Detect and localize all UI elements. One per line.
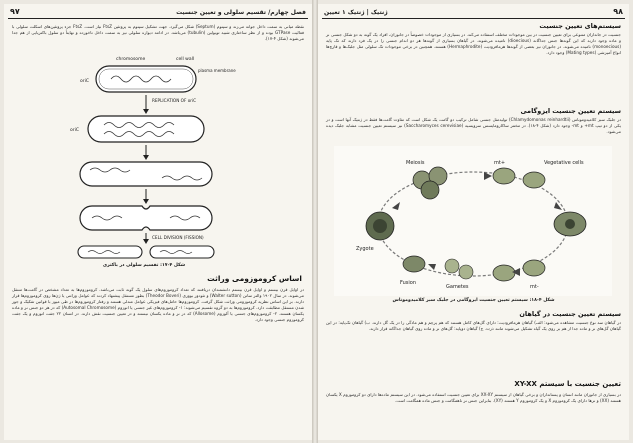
zygote-label: Zygote [356,246,374,252]
replication-label: REPLICATION OF oriC [152,98,197,103]
section-heading-sex-systems: سیستم‌های تعیین جنسیت [539,22,621,30]
vegetative-cell-minus-2 [493,265,515,281]
plasma-membrane-label: plasma membrane [198,68,236,73]
section-heading-xy-xx: تعیین جنسیت با سیستم XY-XX [514,380,621,388]
replicating-cell [88,116,204,142]
page-number-right: ۹۸ [613,7,623,16]
section1-paragraph: جنسیت در جانداران متنوعی برای تعیین جنسیت در بین موجودات مختلف استفاده می‌کند. در بسیاری از موجودات خصوصاً در جانوران، افراد یک گونه به دو شکل جنسی نر و ماده وجود دارند که این گونه‌ها جنس جداگانه (dioecious) نامیده می‌شوند. در گیاهان بسیاری از گونه‌ها هر دو اندام جنسی را در یک فرد دارند که تک پایه (monoecious) نامیده می‌شوند. در جانوران نیز بعضی از گونه‌ها هرمافرودیت (Hermaphrodite) هستند. همچنین در برخی موجودات تک سلولی مثل جلبک‌ها و قارچ‌ها انواع آمیزشی (Mating types) وجود دارد. [326,32,621,55]
zygote-nucleus [373,219,387,233]
header-rule-right [322,18,625,19]
mt-plus-label: mt+ [494,160,506,166]
oric-label: oriC [80,79,89,84]
gamete-2 [459,265,473,279]
left-page [4,4,312,440]
section2-paragraph: در جلبک سبز کلامیدوموناس (Chlamydomonas reinhardtii) تولیدمثل جنسی شامل ترکیب دو گامت یک شکل است که تفاوت گامت‌ها فقط در ژنتیک آنها است و در یکی از دو تیپ mt+ و mt- وجود دارد (شکل ۴-۱۸). در مخمر ساکارومایسس سرویسیه (Saccharomyces cerevisiae) نیز سیستم تعیین جنسیت مشابه جلبک دیده می‌شود. [326,117,622,134]
vegetative-cell-plus [493,168,515,184]
fusion-label: Fusion [400,280,416,286]
cell-wall-label: cell wall [176,57,195,62]
section4-paragraph: در بسیاری از جانوران مانند انسان و پستانداران و برخی گیاهان از سیستم XX-XY برای تعیین جنسیت استفاده می‌شود. در این سیستم ماده‌ها دارای دو کروموزوم X یکسان هستند (XX) و نرها دارای یک کروموزوم X و یک کروموزوم Y هستند (XY). بنابراین جنس نر ناهمگامت و جنس ماده همگامت است. [326,392,622,403]
division-label: CELL DIVISION (FISSION) [152,235,204,240]
oric-label-2: oriC [70,128,79,133]
running-title: فصل چهارم/ تقسیم سلولی و تعیین جنسیت [176,9,306,16]
elongated-cell [80,162,212,186]
vegetative-cell-nucleus [565,219,575,229]
intro-paragraph: نقطه میانی به سمت داخل جوانه می‌زند و سپتوم (Septum) شکل می‌گیرد. جهت تشکیل سپتوم به پروتئین FtsZ نیاز است. FtsZ جزء پروتئین‌های اسکلت سلولی با فعالیت GTPase بوده و از نظر ساختاری شبیه توبولین (tubulin) می‌باشد. در ادامه دیواره سلولی نیز به سمت داخل تاخورده و نهایتاً دو سلول باکتریایی از هم جدا می‌شوند (شکل ۴-۱۷). [12,24,304,41]
vegetative-cell-minus [523,260,545,276]
mt-minus-label: mt- [530,284,539,290]
vegetative-cell-plus-2 [523,172,545,188]
septum-cell [80,206,212,230]
meiosis-label: Meiosis [406,160,425,166]
section-heading-isogamy: سیستم تعیین جنسیت ایزوگامی [520,107,621,115]
vegetative-label: Vegetative cells [544,160,584,166]
figure-caption-right: شکل ۴-۱۸: سیستم تعیین جنسیت ایزوگامی در جلبک سبز کلامیدوموناس [392,298,555,303]
chromosome-label: chromosome [116,57,146,62]
section-heading-plants: سیستم تعیین جنسیت در گیاهان [519,310,621,318]
gamete-1 [445,259,459,273]
figure-caption-left: شکل ۴-۱۷: تقسیم سلولی در باکتری [102,263,186,268]
gametes-label: Gametes [446,284,469,290]
daughter-cell-right [150,246,214,258]
body-paragraph-left: در اوایل قرن بیستم و اوایل قرن بیستم دانشمندان دریافتند که تعداد کروموزوم‌های سلول یک گونه ثابت می‌باشد. کروموزوم‌ها به تعداد مشخص در گامت‌ها منتقل می‌شوند. در سال ۱۹۰۲ والتر ساتن (Walter sutton) و تئودور بووری (Theodor Boveri) بطور مستقل پیشنهاد کردند که عوامل وراثتی یا ژن‌ها روی کروموزوم‌ها قرار دارند. بر این اساس نظریه کروموزومی وراثت شکل گرفت. کروموزوم‌ها حامل‌های فیزیکی عوامل مندلی هستند و رفتار کروموزوم‌ها در طی میوز با قوانین تفکیک و جور شدن مستقل مطابقت دارد. کروموزوم‌ها به دو گروه تقسیم می‌شوند: ۱- کروموزوم‌های غیر جنسی یا اتوزوم (Autosomal Chromosome) که در هر دو جنس نر و ماده یکسان هستند. ۲- کروموزوم‌های جنسی یا آلوزوم (Allosome) که در نر و ماده یکسان نیستند و در تعیین جنسیت نقش دارند. در انسان ۲۲ جفت اتوزوم و یک جفت کروموزوم جنسی وجود دارد. [12,287,305,322]
chlamydomonas-lifecycle-figure [334,146,612,296]
meiosis-cell-3 [421,181,439,199]
daughter-cell-left [78,246,142,258]
section-heading-chromosomal-inheritance: اساس کروموزومی وراثت [207,274,302,283]
bacterial-division-figure [66,54,246,259]
arrow-1-head [143,109,149,114]
right-page [318,4,629,440]
arrow-2-head [143,155,149,160]
arrow-3-head [143,199,149,204]
arrow-4-head [143,239,149,244]
page-number: ۹۷ [10,7,20,16]
section3-paragraph: در گیاهان سه نوع جنسیت مشاهده می‌شود: الف) گیاهان هرمافرودیت: دارای گل‌های کامل هستند که هم پرچم و هم مادگی را در یک گل دارند. ب) گیاهان تک‌پایه: در این گیاهان گل‌های نر و ماده جدا از هم بر روی یک گیاه تشکیل می‌شوند مانند ذرت. ج) گیاهان دوپایه: گل‌های نر و ماده روی گیاهان جداگانه قرار دارند. [326,320,621,331]
header-rule [8,18,308,19]
running-title-right: ژنتیک | ژنتیک ۱ تعیین [324,9,388,16]
fusion-cell [403,256,425,272]
